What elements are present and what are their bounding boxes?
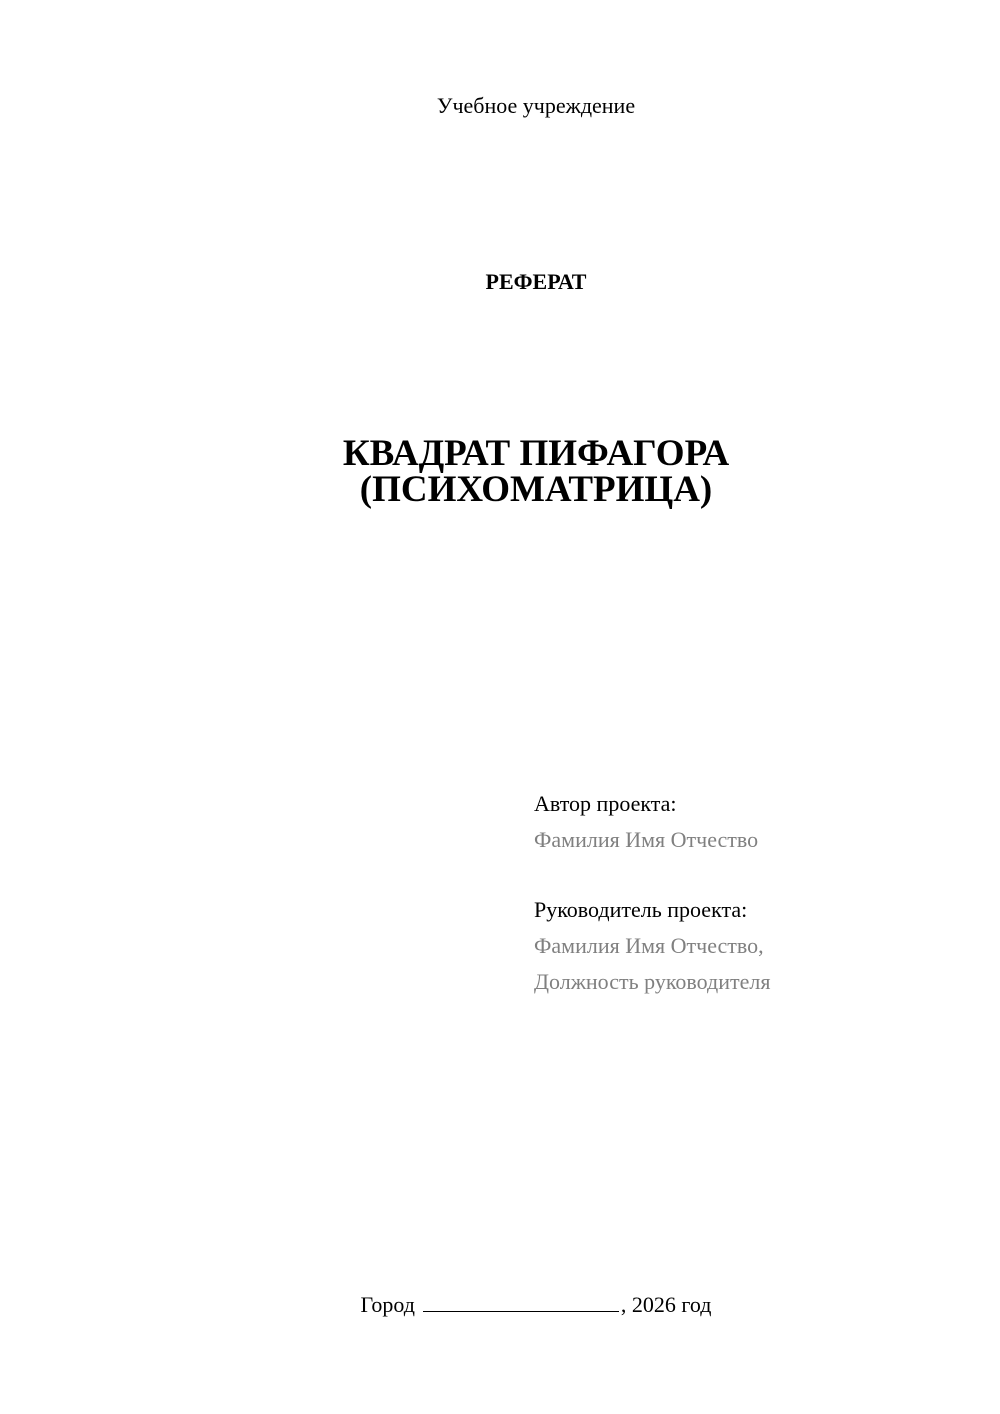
title-line-1: КВАДРАТ ПИФАГОРА [342, 433, 730, 474]
title-line-2: (ПСИХОМАТРИЦА) [359, 469, 713, 510]
supervisor-position: Должность руководителя [534, 969, 771, 994]
footer-city-year [0, 1290, 1000, 1320]
author-label: Автор проекта: [534, 791, 677, 816]
city-label: Город [360, 1292, 415, 1317]
document-type: РЕФЕРАТ [485, 269, 587, 294]
institution-name: Учебное учреждение [436, 93, 636, 118]
document-title [0, 433, 1000, 510]
supervisor-block [534, 892, 954, 1000]
author-block [534, 786, 954, 858]
city-blank-line [423, 1291, 619, 1312]
supervisor-label: Руководитель проекта: [534, 897, 748, 922]
author-name: Фамилия Имя Отчество [534, 827, 759, 852]
year-text: , 2026 год [620, 1292, 712, 1317]
supervisor-name: Фамилия Имя Отчество, [534, 933, 764, 958]
